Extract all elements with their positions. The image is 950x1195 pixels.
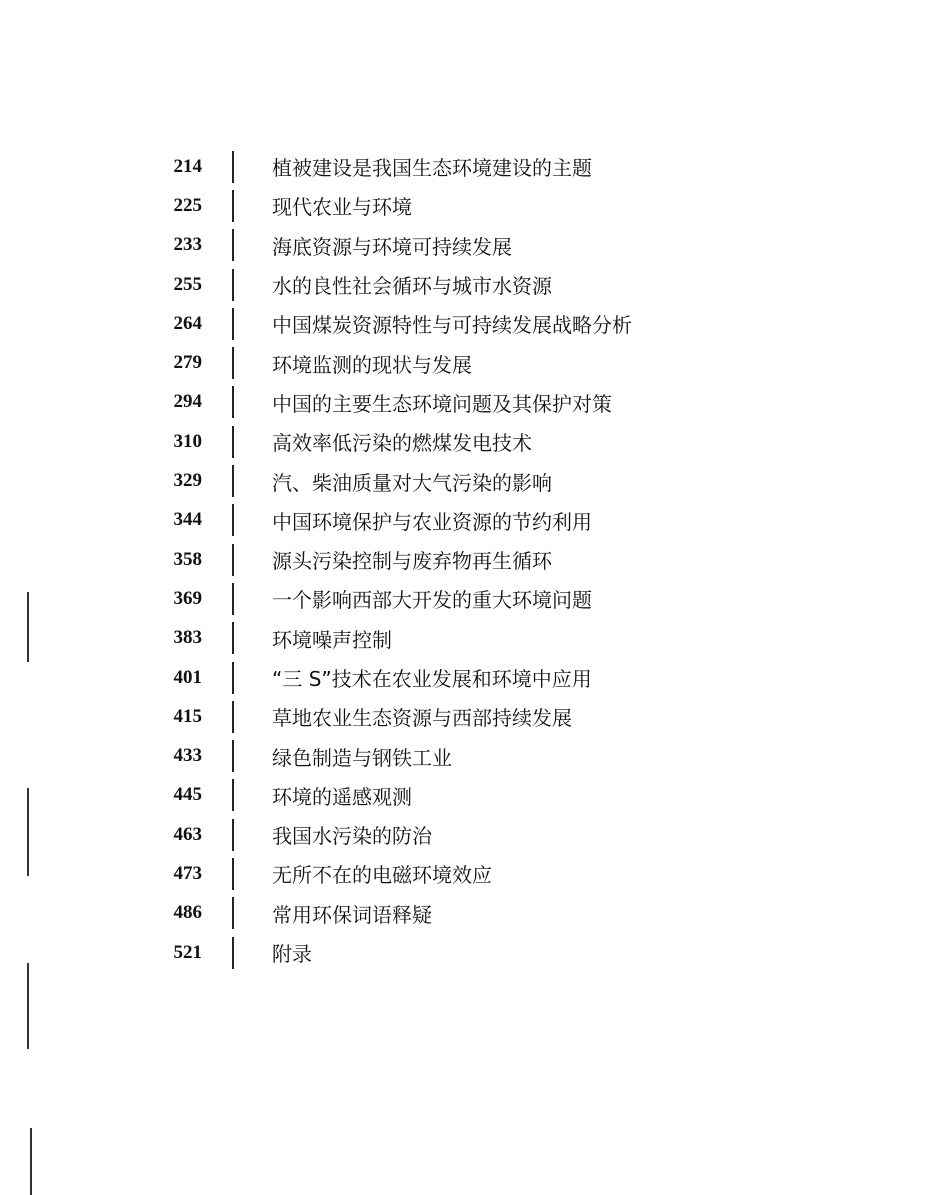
toc-entry: [160, 265, 760, 304]
toc-divider: [232, 819, 234, 851]
toc-divider: [232, 308, 234, 340]
toc-entry: [160, 854, 760, 893]
toc-divider: [232, 583, 234, 615]
toc-title: 绿色制造与钢铁工业: [272, 745, 452, 770]
toc-title: 草地农业生态资源与西部持续发展: [272, 706, 572, 731]
toc-entry: [160, 343, 760, 382]
toc-divider: [232, 386, 234, 418]
toc-entry: [160, 776, 760, 815]
toc-title: 附录: [272, 942, 312, 967]
scan-edge-mark: [30, 1128, 32, 1195]
toc-page-number: 401: [173, 666, 202, 688]
scan-edge-mark: [27, 963, 29, 1049]
toc-entry: [160, 383, 760, 422]
toc-title: 水的良性社会循环与城市水资源: [272, 274, 552, 299]
toc-page-number: 486: [173, 902, 202, 924]
toc-divider: [232, 229, 234, 261]
toc-page-number: 264: [173, 312, 202, 334]
toc-title: 高效率低污染的燃煤发电技术: [272, 431, 532, 456]
toc-divider: [232, 779, 234, 811]
scan-edge-mark: [27, 788, 29, 876]
toc-page-number: 358: [173, 548, 202, 570]
toc-divider: [232, 347, 234, 379]
toc-entry: [160, 501, 760, 540]
toc-entry: [160, 540, 760, 579]
toc-page-number: 214: [173, 155, 202, 177]
toc-title: 常用环保词语释疑: [272, 902, 432, 927]
toc-page-number: 445: [173, 784, 202, 806]
toc-title: 中国煤炭资源特性与可持续发展战略分析: [272, 313, 632, 338]
toc-entry: [160, 815, 760, 854]
toc-divider: [232, 504, 234, 536]
toc-title: 汽、柴油质量对大气污染的影响: [272, 470, 552, 495]
toc-title: 环境的遥感观测: [272, 784, 412, 809]
toc-entry: [160, 226, 760, 265]
toc-title: 环境监测的现状与发展: [272, 352, 472, 377]
toc-title: 一个影响西部大开发的重大环境问题: [272, 588, 592, 613]
toc-divider: [232, 897, 234, 929]
toc-page-number: 369: [173, 587, 202, 609]
toc-page-number: 310: [173, 430, 202, 452]
toc-entry: [160, 736, 760, 775]
toc-title: “三 S”技术在农业发展和环境中应用: [272, 667, 592, 691]
toc-title: 中国环境保护与农业资源的节约利用: [272, 509, 592, 534]
toc-page-number: 255: [173, 273, 202, 295]
toc-page-number: 225: [173, 194, 202, 216]
toc-page-number: 294: [173, 391, 202, 413]
toc-entry: [160, 461, 760, 500]
toc-page-number: 383: [173, 627, 202, 649]
toc-divider: [232, 465, 234, 497]
toc-divider: [232, 701, 234, 733]
toc-page-number: 329: [173, 470, 202, 492]
toc-title: 中国的主要生态环境问题及其保护对策: [272, 391, 612, 416]
toc-divider: [232, 858, 234, 890]
toc-entry: [160, 697, 760, 736]
toc-divider: [232, 937, 234, 969]
toc-divider: [232, 426, 234, 458]
toc-page-number: 233: [173, 234, 202, 256]
toc-page-number: 473: [173, 862, 202, 884]
toc-title: 现代农业与环境: [272, 195, 412, 220]
toc-divider: [232, 190, 234, 222]
toc-divider: [232, 662, 234, 694]
toc-divider: [232, 740, 234, 772]
toc-title: 我国水污染的防治: [272, 824, 432, 849]
toc-page-number: 279: [173, 352, 202, 374]
toc-page-number: 344: [173, 509, 202, 531]
toc-entry: [160, 186, 760, 225]
toc-entry: [160, 304, 760, 343]
toc-entry: [160, 658, 760, 697]
toc-divider: [232, 269, 234, 301]
toc-title: 环境噪声控制: [272, 627, 392, 652]
toc-entry: [160, 933, 760, 972]
toc-title: 植被建设是我国生态环境建设的主题: [272, 156, 592, 181]
toc-divider: [232, 151, 234, 183]
toc-page-number: 415: [173, 705, 202, 727]
toc-title: 无所不在的电磁环境效应: [272, 863, 492, 888]
toc-entry: [160, 579, 760, 618]
toc-title: 海底资源与环境可持续发展: [272, 234, 512, 259]
toc-page-number: 433: [173, 745, 202, 767]
toc-divider: [232, 544, 234, 576]
toc-title: 源头污染控制与废弃物再生循环: [272, 549, 552, 574]
table-of-contents: [160, 147, 760, 972]
scan-edge-mark: [27, 592, 29, 662]
toc-divider: [232, 622, 234, 654]
toc-page-number: 521: [173, 941, 202, 963]
toc-entry: [160, 619, 760, 658]
toc-entry: [160, 422, 760, 461]
toc-entry: [160, 894, 760, 933]
toc-page-number: 463: [173, 823, 202, 845]
toc-entry: [160, 147, 760, 186]
